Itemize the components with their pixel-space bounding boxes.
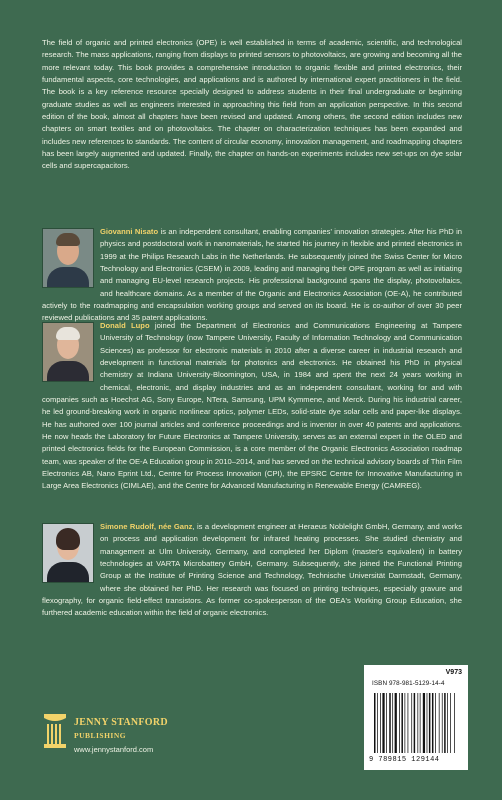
author-photo-rudolf <box>42 523 94 583</box>
isbn-text: ISBN 978-981-5129-14-4 <box>372 680 445 687</box>
author-bio-nisato <box>42 226 462 325</box>
publisher-name: JENNY STANFORD <box>74 717 168 728</box>
barcode-digits: 9 789815 129144 <box>369 756 440 764</box>
author-photo-nisato <box>42 228 94 288</box>
publisher-block <box>42 712 182 772</box>
author-bio-lupo <box>42 320 462 493</box>
author-name: Simone Rudolf, née Ganz <box>100 522 193 531</box>
book-description: The field of organic and printed electronics (OPE) is well established in terms of academic, scientific, and technological research. The mass applications, ranging from displays to printed sensors to photovoltaics, are growing and becoming all the more relevant today. This book provides a comprehensive introduction to organic flexible and printed electronics, their fundamental aspects, core technologies, and applications and is authored by international expert practitioners in the field. The book is a key reference resource specially designed to address students in their final undergraduate or beginning graduate studies as well as engineers interested in approaching this field from an application perspective. In this second edition of the book, almost all chapters have been revised and updated. Among others, the second edition includes new chapters on smart textiles and on photovoltaics. The chapter on characterization techniques has been expanded and includes new references to standards. The content of circular economy, innovation management, and roadmapping chapters has been largely augmented and updated. Finally, the chapter on hands-on experiments includes new set-ups on dye solar cells and supercapacitors. <box>42 38 462 171</box>
author-bio-text: , is a development engineer at Heraeus Noblelight GmbH, Germany, and works on process and application development for infrared heating processes. She studied chemistry and management at Ulm University, Germany, and completed her Diplom (master's equivalent) in battery technologies at VARTA Microbattery GmbH, Germany. Subsequently, she joined the Functional Printing Group at the Institute of Printing Science and Technology, Technische Universität Darmstadt, Germany, where she obtained her PhD. Her research was focused on printing techniques, especially gravure and flexography, for organic field-effect transistors. As former co-spokesperson of the OEA's Working Group Education, she furthered academic education within the field of organic electronics. <box>42 522 462 618</box>
barcode-block <box>364 665 468 770</box>
publisher-subname: PUBLISHING <box>74 731 127 740</box>
author-bio-text: is an independent consultant, enabling companies' innovation strategies. After his PhD in physics and postdoctoral work in nanomaterials, he started his journey in flexible and printed electronics in 1999 at the Philips Research Labs in the Netherlands. He subsequently joined the Swiss Center for Micro Technology and Electronics (CSEM) in 2009, leading and managing their OPE program as well as initiating and managing EU-level research projects. His professional background spans the display, photovoltaics, and healthcare domains. As a member of the Organic and Electronics Association (OE-A), he contributed actively to the roadmapping and encapsulation working groups and served on its board. He is co-author of over 30 peer reviewed publications and 35 patent applications. <box>42 227 462 323</box>
author-photo-lupo <box>42 322 94 382</box>
publisher-logo-icon <box>42 712 68 750</box>
author-bio-text: joined the Department of Electronics and Communications Engineering at Tampere University of Technology (now Tampere University, Faculty of Information Technology and Communication Sciences) as professor for electronic materials in 2010 after a diverse career in industrial research and development in functional materials for photonics and electronics. He obtained his PhD in physical chemistry at Indiana University-Bloomington, USA, in 1984 and spent the next 24 years working in chemical, electronic, and display industries and as an independent consultant, working for and with companies such as Hoechst AG, Sony Europe, NTera, Samsung, UPM Kymmene, and Merck. During his industrial career, he led ground-breaking work in organic nonlinear optics, polymer LEDs, solid-state dye solar cells and paper-like displays. He has authored over 100 journal articles and conference proceedings and is inventor in over 40 patents and applications. He now heads the Laboratory for Future Electronics at Tampere University, serves as an external expert in the OLED and printed electronics fields for the European Commission, is a core member of the Organic Electronics Association roadmap team, was speaker of the OE-A Education group in 2010–2014, and has served on the technical advisory boards of Thin Film Electronics AB, Nano Eprint Ltd., Centre for Process Innovation (CPI), the EPSRC Centre for Innovative Manufacturing in Large Area Electronics (CIMLAE), and the Centre for Advanced Manufacturing in Renewable Energy (CAMREG). <box>42 321 463 491</box>
barcode-icon <box>372 693 462 755</box>
publisher-url: www.jennystanford.com <box>74 745 154 754</box>
author-bio-rudolf <box>42 521 462 620</box>
price-code: V973 <box>445 669 462 676</box>
author-name: Giovanni Nisato <box>100 227 159 236</box>
author-name: Donald Lupo <box>100 321 150 330</box>
